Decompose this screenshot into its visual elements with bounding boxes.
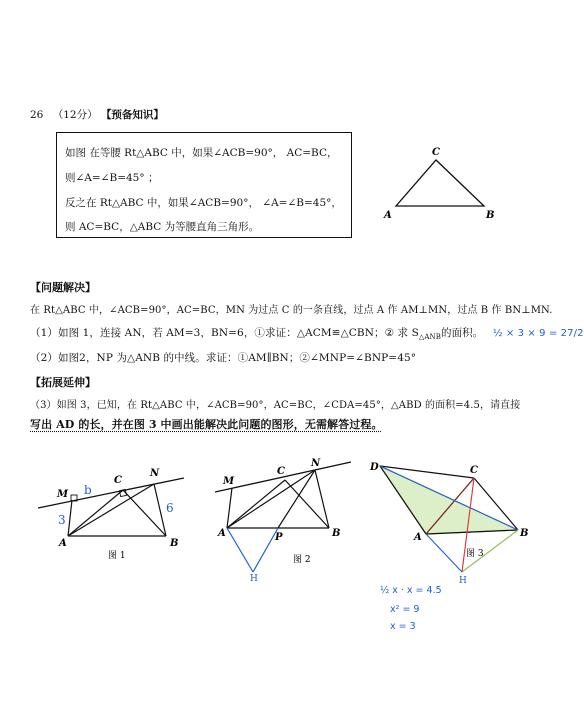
fig1-label-m: M (57, 489, 69, 500)
fig1-segment-bn (154, 484, 166, 536)
prep-label-c: C (432, 147, 440, 158)
fig3-label-b: B (520, 528, 529, 539)
fig3-label-c: C (470, 465, 478, 476)
part-2: （2）如图2，NP 为△ANB 的中线。求证：①AM∥BN；②∠MNP=∠BNP=45° (30, 352, 417, 364)
prep-line-4: 则 AC=BC，△ABC 为等腰直角三角形。 (65, 221, 260, 233)
fig3-label-d: D (370, 462, 379, 473)
fig2-segment-am (227, 488, 232, 528)
fig2-label-h: H (250, 574, 258, 584)
prep-line-1: 如图 在等腰 Rt△ABC 中，如果∠ACB=90°， AC=BC， (65, 147, 338, 159)
fig2-hand-extension-ah (227, 528, 253, 572)
fig1-segment-ac (68, 490, 123, 536)
prep-line-2: 则∠A=∠B=45° ； (65, 172, 159, 184)
fig2-segment-bn (315, 470, 329, 528)
isosceles-right-triangle (396, 160, 484, 206)
fig1-hand-three: 3 (58, 513, 66, 527)
problem-intro: 在 Rt△ABC 中，∠ACB=90°，AC=BC，MN 为过点 C 的一条直线，过点 A 作 AM⊥MN，过点 B 作 BN⊥MN. (30, 305, 553, 316)
prep-label-b: B (486, 210, 495, 221)
fig1-segment-cb (123, 490, 166, 536)
fig1-segment-am (68, 500, 72, 536)
fig3-caption: 图 3 (466, 549, 484, 559)
fig3-hand-segment-ah (426, 534, 462, 572)
fig1-hand-six: 6 (166, 501, 174, 515)
fig1-label-c: C (114, 475, 122, 486)
question-score: （12分） (52, 109, 98, 121)
figure-3 (370, 458, 530, 588)
fig2-segment-np (278, 470, 315, 528)
handwritten-solve-3: x = 3 (390, 621, 416, 632)
fig2-label-a: A (218, 528, 226, 539)
section-prep-title: 【预备知识】 (100, 109, 164, 121)
question-number: 26 (30, 109, 44, 121)
fig2-label-b: B (332, 528, 341, 539)
prep-triangle-figure (370, 140, 510, 230)
fig1-label-a: A (59, 538, 67, 549)
section-problem-title: 【问题解决】 (30, 281, 96, 294)
question-header (30, 107, 164, 122)
fig1-label-n: N (150, 468, 160, 479)
fig2-caption: 图 2 (293, 555, 311, 565)
part-1-text: （1）如图 1，连接 AN，若 AM=3，BN=6，①求证：△ACM≌△CBN；② 求 S (30, 327, 419, 339)
figure-2 (205, 454, 365, 584)
part-3-line-1: （3）如图 3，已知，在 Rt△ABC 中，∠ACB=90°，AC=BC，∠CDA=45°，△ABD 的面积=4.5，请直接 (30, 400, 521, 411)
fig2-label-p: P (275, 532, 283, 543)
fig1-caption: 图 1 (108, 551, 126, 561)
prep-knowledge-box (56, 132, 352, 238)
part-1-sub: △ANB (418, 333, 441, 342)
handwritten-solve-1: ½ x · x = 4.5 (380, 585, 442, 596)
prep-label-a: A (384, 210, 392, 221)
section-extension-title: 【拓展延伸】 (30, 376, 96, 389)
handwritten-solve-2: x² = 9 (390, 604, 420, 615)
fig3-label-a: A (414, 532, 422, 543)
fig1-label-b: B (170, 538, 179, 549)
prep-line-3: 反之在 Rt△ABC 中，如果∠ACB=90°， ∠A=∠B=45°， (65, 197, 342, 209)
fig2-label-c: C (277, 466, 285, 477)
fig2-segment-cb (285, 480, 329, 528)
fig1-hand-b: b (84, 483, 92, 497)
part-1-end: 的面积。 (440, 327, 484, 339)
fig3-label-h: H (459, 576, 467, 586)
handwritten-area-calc: ½ × 3 × 9 = 27/2 (492, 328, 584, 339)
fig2-label-m: M (223, 476, 235, 487)
fig2-label-n: N (311, 458, 321, 469)
part-3-line-2: 写出 AD 的长，并在图 3 中画出能解决此问题的图形，无需解答过程。 (30, 418, 383, 431)
part-1 (30, 325, 584, 341)
figure-1 (28, 458, 198, 568)
